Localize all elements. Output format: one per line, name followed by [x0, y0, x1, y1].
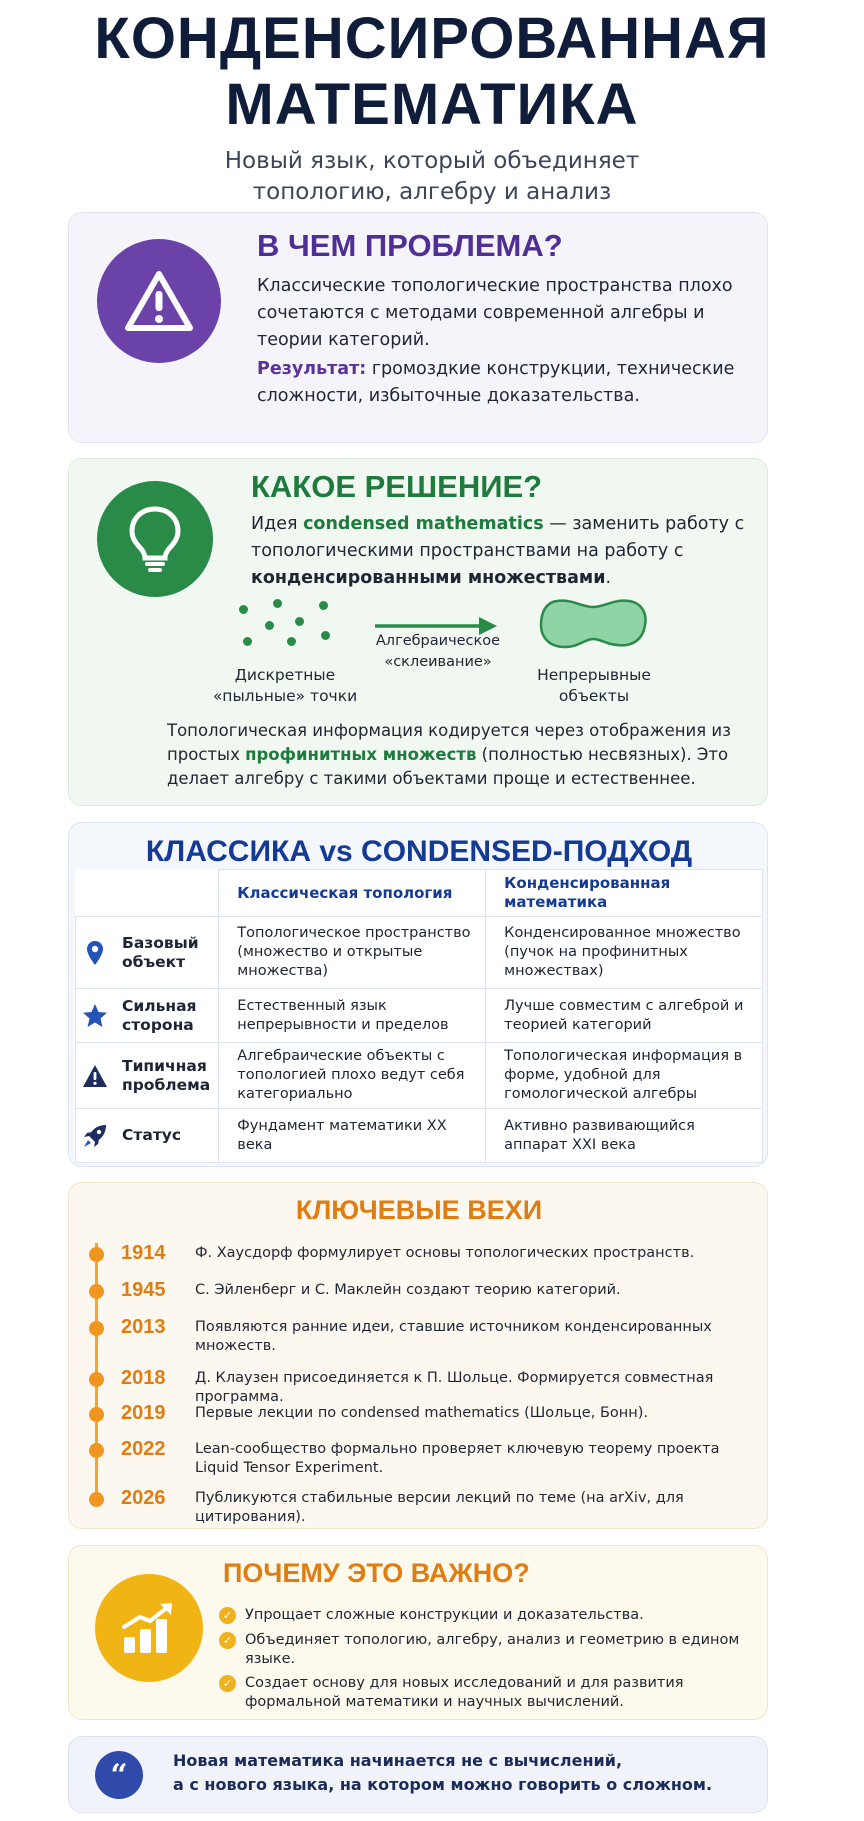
intro-end: . [605, 568, 612, 588]
milestone-text: С. Эйленберг и С. Маклейн создают теорию категорий. [195, 1282, 621, 1298]
row-label-line-2: проблема [122, 1075, 211, 1094]
milestones-heading: КЛЮЧЕВЫЕ ВЕХИ [295, 1195, 543, 1225]
milestone-year: 2022 [121, 1438, 166, 1460]
milestone-text: Д. Клаузен присоединяется к П. Шольце. Формируется совместная программа. [195, 1370, 714, 1405]
solution-heading: КАКОЕ РЕШЕНИЕ? [251, 469, 543, 504]
intro-highlight: condensed mathematics [303, 514, 544, 534]
comparison-table [75, 869, 763, 1163]
quote-card [68, 1736, 768, 1813]
dot [287, 637, 296, 646]
list-item [69, 1437, 769, 1476]
check-icon: ✓ [219, 1607, 236, 1624]
milestones-card [68, 1182, 768, 1529]
caption-continuous-line-2: объекты [558, 687, 630, 705]
importance-card [68, 1545, 768, 1720]
timeline-dot [89, 1372, 104, 1387]
importance-text: Объединяет топологию, алгебру, анализ и геометрию в едином языке. [245, 1632, 740, 1667]
table-header-row [76, 870, 763, 917]
caption-discrete-line-2: «пыльные» точки [212, 687, 358, 705]
lightbulb-icon [97, 481, 213, 597]
subtitle-line-1: Новый язык, который объединяет [224, 148, 640, 174]
warning-icon [97, 239, 221, 363]
row-header [76, 1043, 219, 1109]
title-line-2: МАТЕМАТИКА [225, 72, 639, 137]
cell-classic: Фундамент математики XX века [219, 1109, 486, 1163]
list-item [219, 1606, 759, 1625]
milestone-year: 2013 [121, 1316, 166, 1338]
list-item [69, 1486, 769, 1525]
result-label: Результат: [257, 359, 367, 379]
milestone-text: Первые лекции по condensed mathematics (Шольце, Бонн). [195, 1405, 648, 1421]
page-subtitle [0, 146, 864, 208]
intro-text-b: — заменить работу с топологическими пространствами на работу с [251, 514, 745, 561]
footer-text-a: Топологическая информация кодируется через отображения из простых [167, 721, 731, 764]
discrete-dots-illustration [237, 597, 337, 657]
solution-footer [167, 719, 747, 791]
list-item [69, 1315, 769, 1354]
caption-discrete-line-1: Дискретные [234, 666, 336, 684]
problem-heading: В ЧЕМ ПРОБЛЕМА? [257, 228, 563, 263]
problem-card [68, 212, 768, 443]
check-icon: ✓ [219, 1632, 236, 1649]
row-header [76, 1109, 219, 1163]
cell-classic: Топологическое пространство (множество и открытые множества) [219, 917, 486, 989]
solution-intro [251, 511, 751, 592]
list-item [69, 1278, 769, 1308]
milestone-text: Lean-сообщество формально проверяет ключевую теорему проекта Liquid Tensor Experiment. [195, 1441, 720, 1476]
dot [273, 599, 282, 608]
milestone-text: Ф. Хаусдорф формулирует основы топологических пространств. [195, 1245, 695, 1261]
intro-bold: конденсированными множествами [251, 568, 606, 588]
row-label-line-1: Сильная [122, 996, 197, 1015]
header [0, 0, 864, 205]
timeline-dot [89, 1443, 104, 1458]
quote-line-1: Новая математика начинается не с вычислений, [173, 1751, 623, 1770]
caption-gluing [357, 631, 519, 673]
footer-text-b: (полностью несвязных). Это делает алгебру с такими объектами проще и естественнее. [167, 745, 729, 788]
table-row [76, 917, 763, 989]
row-label-line-2: сторона [122, 1015, 194, 1034]
quote-text [173, 1749, 753, 1797]
comparison-card [68, 822, 768, 1167]
cell-condensed: Активно развивающийся аппарат XXI века [486, 1109, 763, 1163]
timeline-dot [89, 1284, 104, 1299]
timeline-dot [89, 1492, 104, 1507]
caption-continuous [509, 665, 679, 707]
row-label-line-1: Базовый [122, 933, 199, 952]
milestone-year: 2019 [121, 1402, 166, 1424]
milestone-year: 2026 [121, 1487, 166, 1509]
quote-icon: “ [95, 1751, 143, 1799]
problem-text: Классические топологические пространства плохо сочетаются с методами современной алгебры и теории категорий. [257, 276, 733, 350]
milestone-year: 1945 [121, 1279, 166, 1301]
timeline-dot [89, 1407, 104, 1422]
list-item [69, 1366, 769, 1405]
dot [319, 601, 328, 610]
cell-condensed: Топологическая информация в форме, удобной для гомологической алгебры [486, 1043, 763, 1109]
intro-text-a: Идея [251, 514, 304, 534]
milestone-year: 1914 [121, 1242, 166, 1264]
quote-line-2: а с нового языка, на котором можно говорить о сложном. [173, 1775, 713, 1794]
table-row [76, 1043, 763, 1109]
table-row [76, 1109, 763, 1163]
warning-icon [82, 1062, 108, 1090]
cell-classic: Естественный язык непрерывности и пределов [219, 989, 486, 1043]
importance-text: Упрощает сложные конструкции и доказательства. [245, 1607, 644, 1623]
row-label-line-1: Статус [122, 1126, 182, 1144]
importance-text: Создает основу для новых исследований и для развития формальной математики и научных вычислений. [245, 1675, 684, 1710]
timeline-dot [89, 1247, 104, 1262]
result-text: громоздкие конструкции, технические сложности, избыточные доказательства. [257, 359, 735, 406]
star-icon [82, 1002, 108, 1030]
footer-highlight: профинитных множеств [245, 745, 477, 764]
dot [295, 617, 304, 626]
column-header-condensed: Конденсированная математика [486, 870, 763, 917]
dot [321, 631, 330, 640]
title-line-1: КОНДЕНСИРОВАННАЯ [94, 6, 770, 71]
solution-card [68, 458, 768, 806]
list-item [69, 1241, 769, 1271]
cell-condensed: Конденсированное множество (пучок на профинитных множествах) [486, 917, 763, 989]
row-label-line-2: объект [122, 952, 186, 971]
importance-heading: ПОЧЕМУ ЭТО ВАЖНО? [223, 1558, 530, 1588]
location-pin-icon [82, 939, 108, 967]
page-title [0, 0, 864, 138]
problem-result [257, 356, 757, 410]
dot [265, 621, 274, 630]
row-label-line-1: Типичная [122, 1056, 207, 1075]
dot [239, 605, 248, 614]
growth-chart-icon [95, 1574, 203, 1682]
table-corner [76, 870, 219, 917]
continuous-blob-illustration [537, 597, 649, 651]
caption-continuous-line-1: Непрерывные [537, 666, 651, 684]
dot [243, 637, 252, 646]
caption-gluing-line-2: «склеивание» [384, 654, 492, 670]
list-item [69, 1401, 769, 1431]
cell-condensed: Лучше совместим с алгеброй и теорией категорий [486, 989, 763, 1043]
table-row [76, 989, 763, 1043]
timeline-dot [89, 1321, 104, 1336]
column-header-classic: Классическая топология [219, 870, 486, 917]
caption-gluing-line-1: Алгебраическое [375, 633, 501, 649]
milestone-year: 2018 [121, 1367, 166, 1389]
row-header [76, 917, 219, 989]
rocket-icon [82, 1122, 108, 1150]
caption-discrete [195, 665, 375, 707]
cell-classic: Алгебраические объекты с топологией плохо ведут себя категориально [219, 1043, 486, 1109]
subtitle-line-2: топологию, алгебру и анализ [252, 179, 612, 205]
row-header [76, 989, 219, 1043]
check-icon: ✓ [219, 1675, 236, 1692]
comparison-heading: КЛАССИКА vs CONDENSED-ПОДХОД [145, 835, 693, 868]
list-item [219, 1631, 759, 1669]
list-item [219, 1674, 759, 1712]
milestone-text: Публикуются стабильные версии лекций по теме (на arXiv, для цитирования). [195, 1490, 684, 1525]
milestone-text: Появляются ранние идеи, ставшие источником конденсированных множеств. [195, 1319, 712, 1354]
